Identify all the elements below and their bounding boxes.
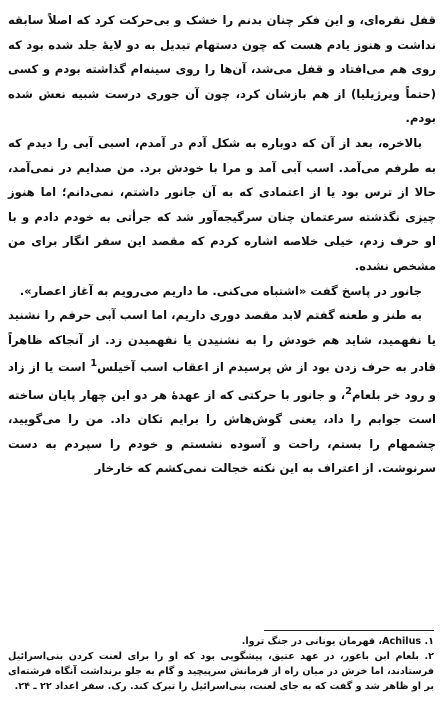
footnote-ref-2: 2 — [345, 385, 352, 397]
footnote-2-marker: ۲. — [424, 651, 434, 662]
footnote-divider — [264, 630, 434, 631]
footnote-2 — [8, 649, 434, 694]
footnote-1-latin: Achilus — [382, 636, 422, 647]
paragraph-4-text-c: ، و جانور با حرکتی که از عهدهٔ هر دو این چهار پایان ساخته است جوابم را داد، یعنی گوش‌هاش را برایم تکان داد. من را می‌گویید، چشمهام را بستم، راحت و آسوده نشستم و خودم را سپردم به دست سرنوشت. از اعتراف به این نکته خجالت نمی‌کشم که خارخار — [8, 387, 436, 476]
main-text — [8, 8, 436, 481]
footnote-1-marker: ۱. — [424, 636, 434, 647]
paragraph-4-text-a: به طنز و طعنه گفتم لابد مقصد دوری داریم، اما اسب آبی حرفم را نشنید یا نفهمید، شاید هم خودش را به نشنیدن یا نفهمیدن زد. از آنجاکه ظاهراً قادر به حرف زدن بود از ش پرسیدم از اعقاب اسب آخیلس — [8, 308, 436, 375]
footnote-1 — [8, 634, 434, 649]
paragraph-2: بالاخره، بعد از آن که دوباره به شکل آدم در آمدم، اسبی آبی را دیدم که به طرفم می‌آمد. اسب آبی آمد و مرا با خودش برد. من صدایم در نمی‌آمد، حالا از ترس بود یا از اعتمادی که به آن جانور داشتم، نمی‌دانم؛ اما هنوز چیزی نگذشته سرعتمان چنان سرگیجه‌آور شد که جرأتی به خودم دادم و با او حرف زدم، خیلی خلاصه اشاره کردم که مقصد این سفر انگار برای من مشخص نشده. — [8, 135, 436, 273]
paragraph-4-text-b: است یا از زاد و رود خر بلعام — [8, 360, 436, 402]
paragraph-4 — [8, 303, 436, 481]
footnote-2-text: بلعام ابن باعور، در عهد عتیق، پیشگویی بود که او را برای لعنت کردن بنی‌اسرائیل فرستادند، اما خرش در میان راه از فرمانش سرپیچید و گام به جلو برنداشت آنگاه فرشته‌ای بر او ظاهر شد و گفت که به جای لعنت، بنی‌اسرائیل را تبرک کند. رک. سفر اعداد ۲۲ ـ ۲۴. — [8, 651, 434, 692]
footnotes — [8, 634, 434, 694]
paragraph-1: قفل نقره‌ای، و این فکر چنان بدنم را خشک و بی‌حرکت کرد که اصلاً سابقه نداشت و هنوز یادم هست که چون دستهام تبدیل به دو لایهٔ جلد شده بود که روی هم می‌افتاد و قفل می‌شد، آن‌ها را روی سینه‌ام گذاشته بودم و کسی (حتماً ویرژیلیا) از هم بازشان کرد، چون آن جوری درست شبیه نعش شده بودم. — [8, 13, 436, 126]
paragraph-3: جانور در پاسخ گفت «اشتباه می‌کنی. ما داریم می‌رویم به آغاز اعصار». — [19, 283, 422, 298]
footnote-ref-1: 1 — [90, 358, 98, 370]
footnote-1-text: ، قهرمان یونانی در جنگ تروا. — [241, 636, 383, 647]
